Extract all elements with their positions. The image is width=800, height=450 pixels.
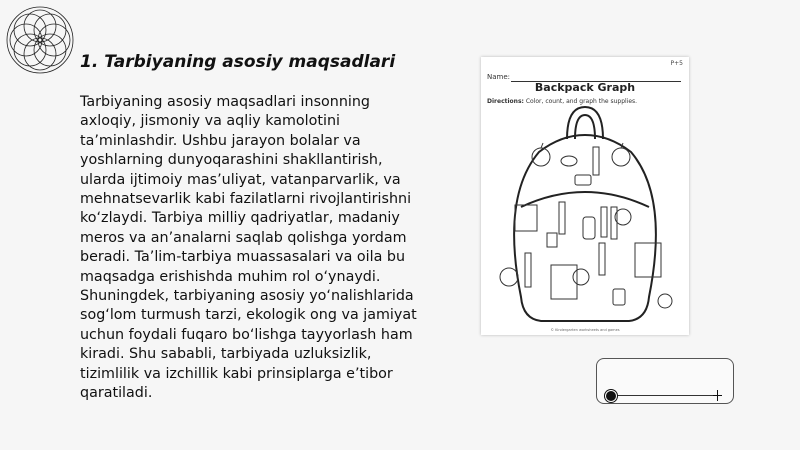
worksheet-name-label: Name: xyxy=(487,73,511,81)
backpack-worksheet-image xyxy=(481,57,689,335)
backpack-drawing xyxy=(481,57,689,335)
audio-play-dot-icon[interactable] xyxy=(605,390,617,402)
slide-body-text: Tarbiyaning asosiy maqsadlari insonning axloqiy, jismoniy va aqliy kamolotini ta’minlashdir. Ushbu jarayon bolalar va yoshlarning dunyoqarashini shakllantirish, ularda ijtimoiy mas’uliyat, vatanparvarlik, va mehnatsevarlik kabi fazilatlarni rivojlantirishni ko‘zlaydi. Tarbiya milliy qadriyatlar, madaniy meros va an’analarni saqlab qolishga yordam beradi. Ta’lim-tarbiya muassasalari va oila bu maqsadga erishishda muhim rol o‘ynaydi. Shuningdek, tarbiyaning asosiy yo‘nalishlarida sog‘lom turmush tarzi, ekologik ong va jamiyat uchun foydali fuqaro bo‘lishga tayyorlash ham kiradi. Shu sababli, tarbiyada uzluksizlik, tizimlilik va izchillik kabi prinsiplarga e’tibor qaratiladi. xyxy=(80,94,417,402)
audio-player[interactable] xyxy=(596,358,734,404)
audio-end-crossbar xyxy=(713,395,722,396)
audio-progress-track[interactable] xyxy=(610,395,718,396)
slide-title: 1. Tarbiyaning asosiy maqsadlari xyxy=(80,52,396,72)
worksheet-directions-label: Directions: xyxy=(487,98,524,105)
worksheet-page-code: P+5 xyxy=(670,60,683,67)
worksheet-title: Backpack Graph xyxy=(534,81,636,94)
spirograph-logo-icon xyxy=(4,4,76,76)
worksheet-directions-text: Color, count, and graph the supplies. xyxy=(525,98,638,105)
worksheet-footer: © Kindergarten worksheets and games xyxy=(550,328,620,332)
